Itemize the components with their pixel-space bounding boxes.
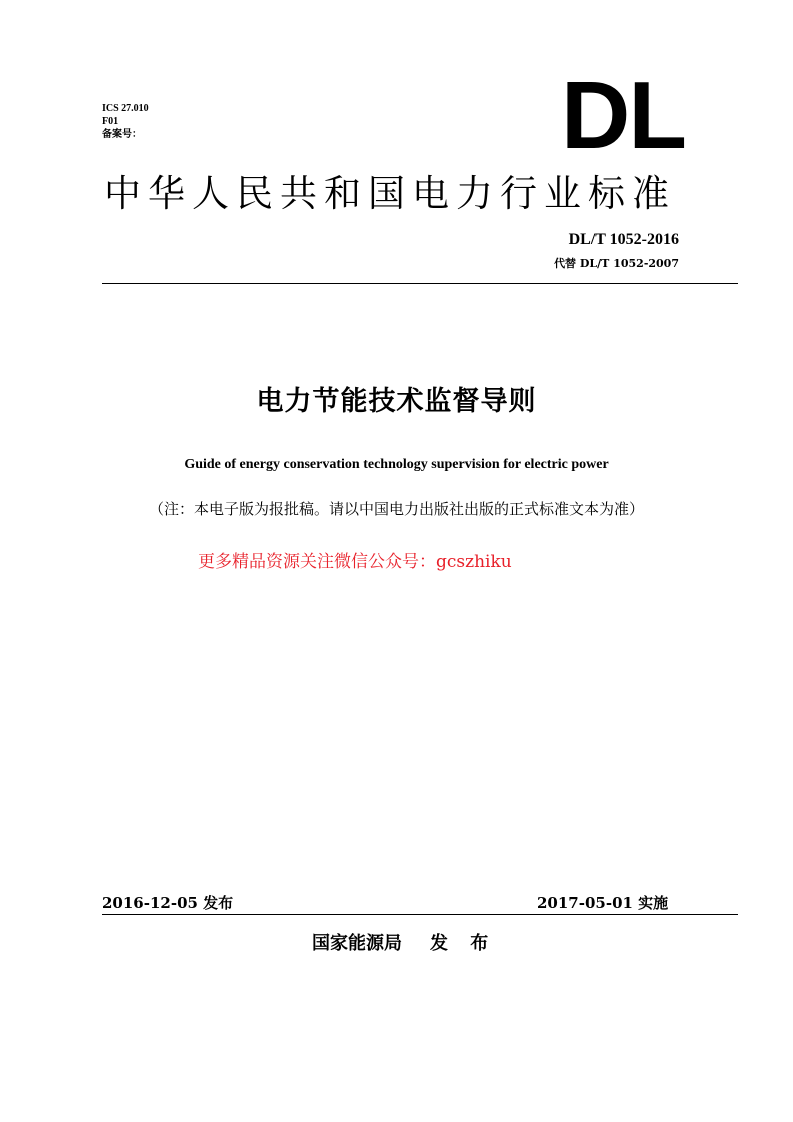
document-title-english: Guide of energy conservation technology supervision for electric power bbox=[184, 457, 609, 472]
issuer-name: 国家能源局 bbox=[312, 933, 402, 954]
classification-code: F01 bbox=[102, 116, 119, 127]
replaces-standard: 代替 DL/T 1052-2007 bbox=[554, 257, 679, 270]
footer-divider bbox=[102, 914, 738, 915]
record-number: 备案号： bbox=[102, 129, 142, 140]
effective-date: 2017-05-01 实施 bbox=[537, 894, 669, 912]
ics-code: ICS 27.010 bbox=[102, 103, 149, 114]
document-title: 电力节能技术监督导则 bbox=[256, 386, 537, 417]
dl-logo: DL bbox=[561, 62, 685, 169]
issuer-action: 发 布 bbox=[430, 933, 497, 954]
promo-text: 更多精品资源关注微信公众号：gcszhiku bbox=[198, 552, 512, 572]
standard-number: DL/T 1052-2016 bbox=[568, 231, 679, 248]
issuer-line bbox=[312, 932, 496, 956]
industry-standard-heading: 中华人民共和国电力行业标准 bbox=[104, 172, 676, 215]
header-divider bbox=[102, 283, 738, 284]
draft-note: （注：本电子版为报批稿。请以中国电力出版社出版的正式标准文本为准） bbox=[148, 500, 644, 518]
publish-date: 2016-12-05 发布 bbox=[102, 894, 234, 912]
